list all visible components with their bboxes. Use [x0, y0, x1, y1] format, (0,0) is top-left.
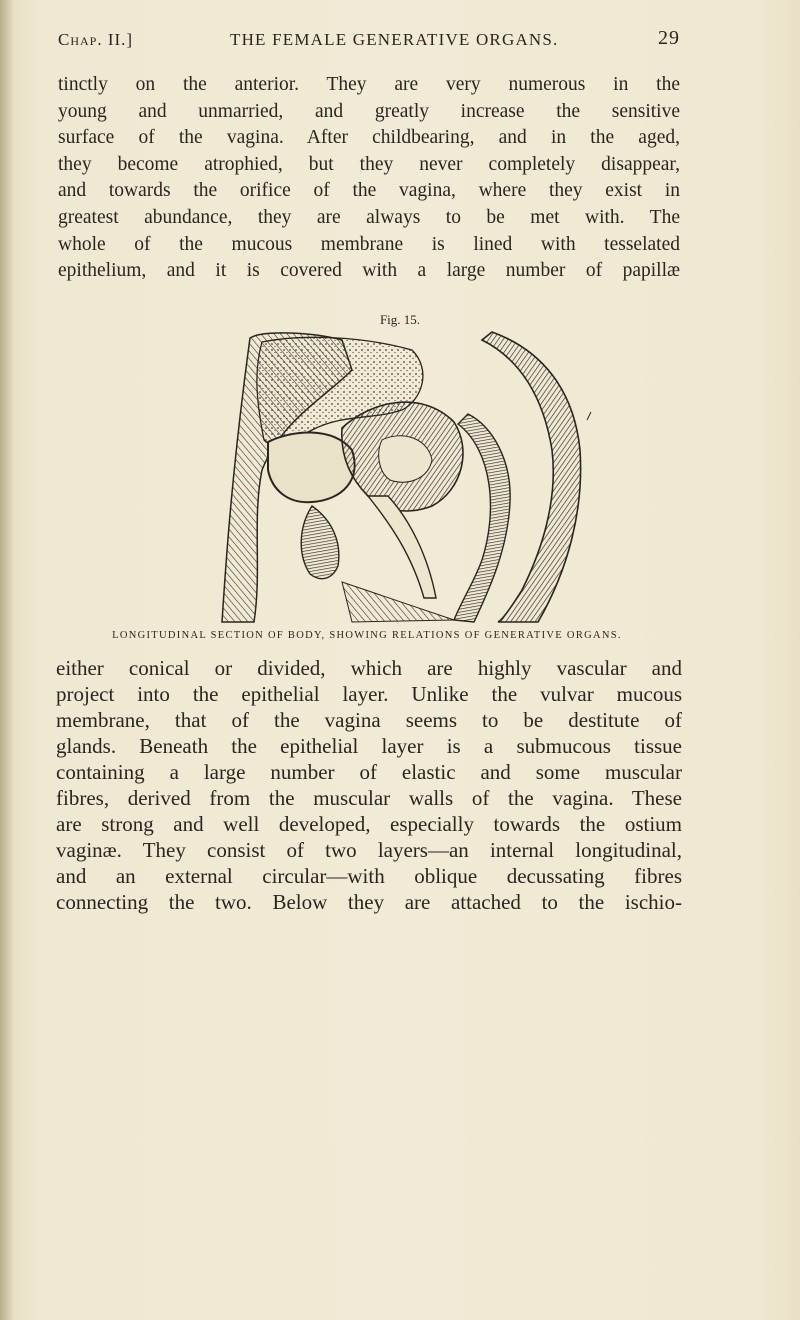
top-paragraph [58, 72, 680, 285]
text-line: containing a large number of elastic and some muscular [56, 760, 682, 784]
pubic-bone [301, 506, 339, 579]
text-line: and an external circular—with oblique decussating fibres [56, 864, 682, 888]
text-line: project into the epithelial layer. Unlike the vulvar mucous [56, 682, 682, 706]
running-head [58, 27, 680, 56]
anatomical-section-illustration [192, 330, 670, 630]
perineum [342, 582, 454, 622]
text-line: surface of the vagina. After childbearing, and in the aged, [58, 127, 680, 149]
text-line: epithelium, and it is covered with a large number of papillæ [58, 260, 680, 282]
binding-shadow [0, 0, 14, 1320]
chapter-reference: Chap. II.] [58, 30, 134, 49]
text-line: connecting the two. Below they are attached to the ischio- [56, 890, 682, 914]
text-line: membrane, that of the vagina seems to be destitute of [56, 708, 682, 732]
text-line: whole of the mucous membrane is lined with tesselated [58, 233, 680, 255]
bottom-paragraph [56, 655, 682, 915]
text-line: and towards the orifice of the vagina, where they exist in [58, 180, 680, 202]
figure-caption: LONGITUDINAL SECTION OF BODY, SHOWING RELATIONS OF GENERATIVE ORGANS. [112, 630, 622, 641]
text-line: young and unmarried, and greatly increase the sensitive [58, 100, 680, 122]
text-line: greatest abundance, they are always to be met with. The [58, 206, 680, 228]
text-line: fibres, derived from the muscular walls of the vagina. These [56, 786, 682, 810]
text-line: vaginæ. They consist of two layers—an internal longitudinal, [56, 838, 682, 862]
text-line: either conical or divided, which are highly vascular and [56, 656, 682, 680]
text-line: are strong and well developed, especially towards the ostium [56, 812, 682, 836]
running-title: THE FEMALE GENERATIVE ORGANS. [230, 30, 559, 49]
text-line: they become atrophied, but they never completely disappear, [58, 153, 680, 175]
text-line: tinctly on the anterior. They are very numerous in the [58, 74, 680, 95]
figure-label: Fig. 15. [379, 312, 421, 327]
page-number: 29 [658, 27, 680, 49]
text-line: glands. Beneath the epithelial layer is a submucous tissue [56, 734, 682, 758]
